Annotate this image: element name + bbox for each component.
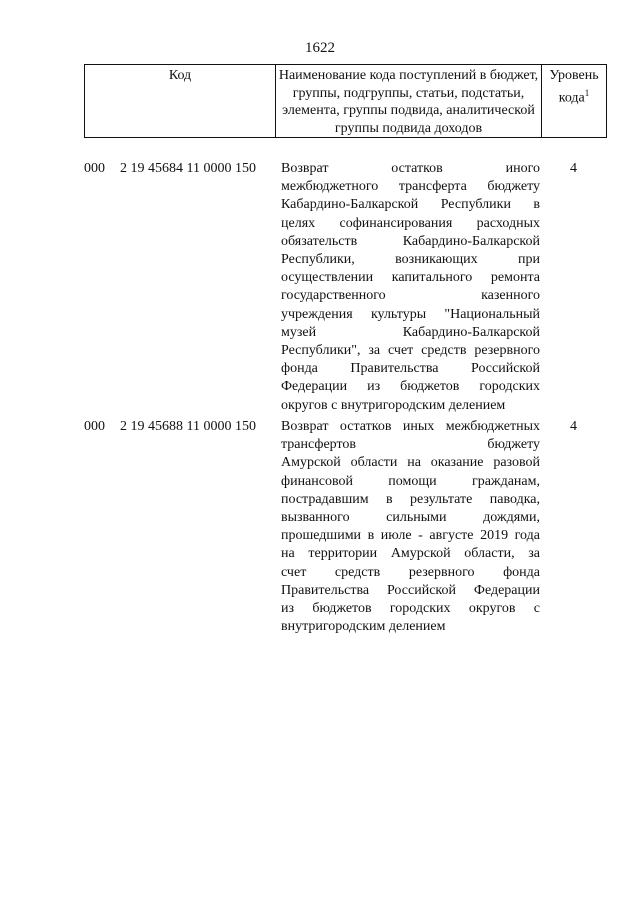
row-code: 2 19 45688 11 0000 150 [120, 419, 256, 434]
row-name-line: Амурской области на оказание разовой [281, 455, 540, 471]
row-name-line: музей Кабардино-Балкарской [281, 324, 540, 340]
row-name-line: обязательств Кабардино-Балкарской [281, 233, 540, 249]
row-name-line: финансовой помощи гражданам, [281, 473, 540, 489]
row-level: 4 [570, 419, 577, 434]
row-name-line: пострадавшим в результате паводка, [281, 491, 540, 507]
row-name-line: Возврат остатков иного [281, 161, 540, 176]
page-number: 1622 [305, 40, 335, 56]
row-name [281, 160, 540, 415]
row-name-line: Республики, возникающих при [281, 252, 540, 268]
row-name-line: Правительства Российской Федерации [281, 582, 540, 598]
row-name-line: трансфертов бюджету [281, 437, 540, 453]
row-name-line: межбюджетного трансферта бюджету [281, 179, 540, 195]
row-name-line: Кабардино-Балкарской Республики в [281, 197, 540, 213]
header-level [542, 65, 606, 137]
row-prefix: 000 [84, 161, 105, 176]
row-name-line: Возврат остатков иных межбюджетных [281, 419, 540, 434]
row-name-line: счет средств резервного фонда [281, 564, 540, 580]
row-name-line: целях софинансирования расходных [281, 215, 540, 231]
row-code: 2 19 45684 11 0000 150 [120, 161, 256, 176]
row-name-line: внутригородским делением [281, 619, 446, 635]
row-name-line: учреждения культуры "Национальный [281, 306, 540, 322]
row-name-line: осуществлении капитального ремонта [281, 270, 540, 286]
row-name-line: фонда Правительства Российской [281, 361, 540, 377]
row-name-line: Федерации из бюджетов городских [281, 379, 540, 395]
header-name: Наименование кода поступлений в бюджет, группы, подгруппы, статьи, подстатьи, элемента, группы подвида, аналитической группы подвида доходов [276, 65, 542, 137]
header-code: Код [85, 65, 276, 137]
header-level-label: Уровень кода [549, 68, 599, 106]
row-name-line: вызванного сильными дождями, [281, 510, 540, 526]
table-header [84, 64, 607, 138]
row-name-line: на территории Амурской области, за [281, 546, 540, 562]
table-row [84, 160, 607, 415]
row-name-line: Республики", за счет средств резервного [281, 343, 540, 359]
row-level: 4 [570, 161, 577, 176]
row-prefix: 000 [84, 419, 105, 434]
table-row [84, 418, 607, 636]
row-name-line: из бюджетов городских округов с [281, 601, 540, 617]
row-name-line: прошедшими в июле - августе 2019 года [281, 528, 540, 544]
row-name-line: государственного казенного [281, 288, 540, 304]
header-level-footnote: 1 [584, 87, 590, 98]
row-name [281, 418, 540, 636]
row-name-line: округов с внутригородским делением [281, 397, 506, 413]
